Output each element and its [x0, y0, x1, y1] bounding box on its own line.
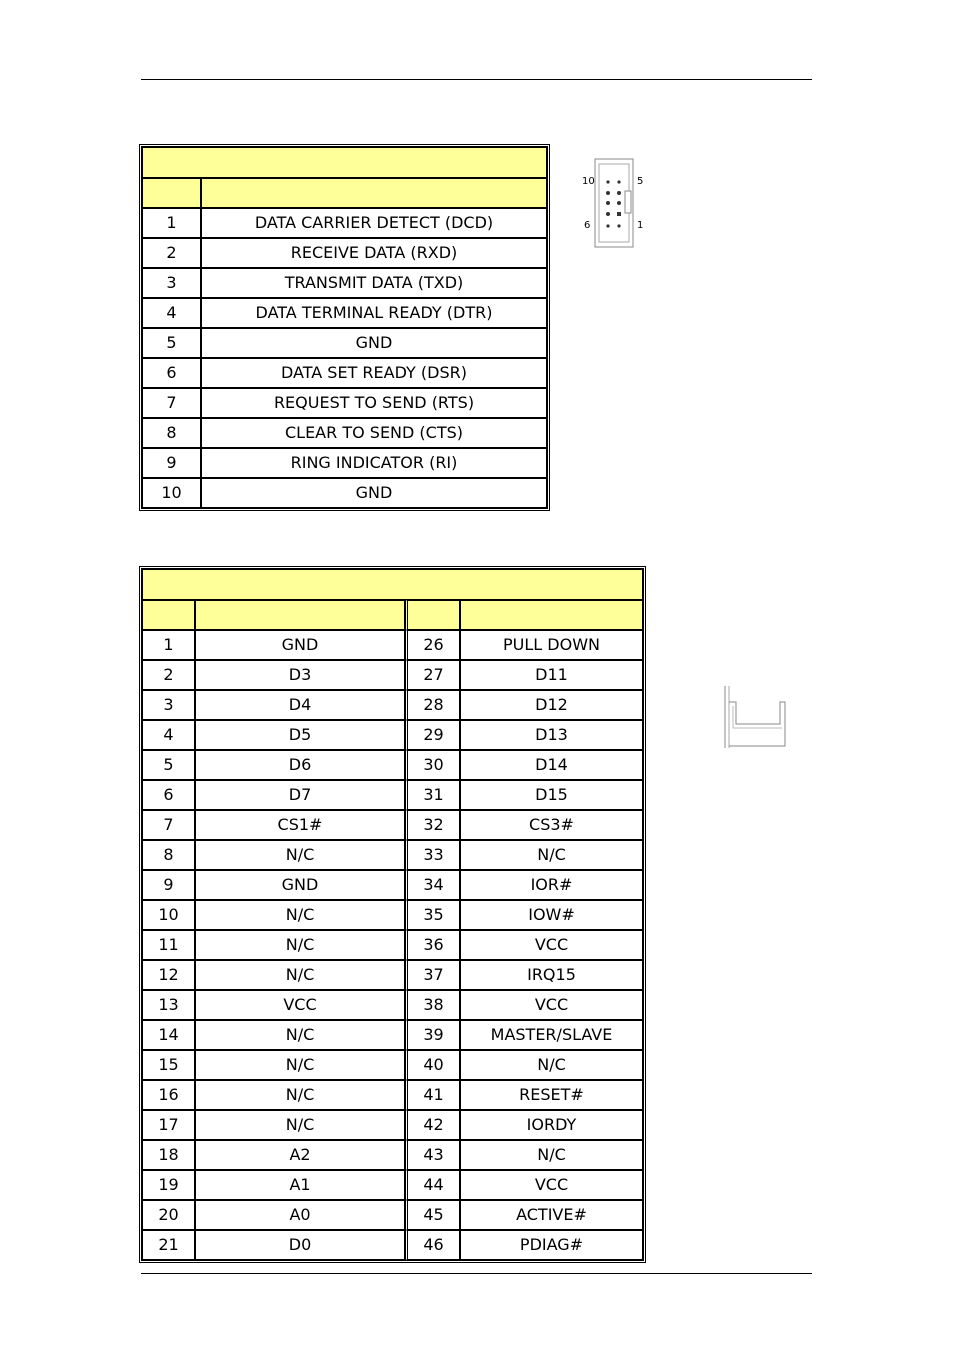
- signal-name-cell: N/C: [195, 1020, 405, 1050]
- signal-name-cell: RING INDICATOR (RI): [201, 448, 547, 478]
- signal-name-cell: D11: [460, 660, 643, 690]
- table-row: [142, 810, 643, 840]
- table-row: [142, 780, 643, 810]
- pin-number-cell: 6: [142, 358, 201, 388]
- pin-number-cell: 19: [142, 1170, 195, 1200]
- table-row: [142, 720, 643, 750]
- signal-name-cell: D5: [195, 720, 405, 750]
- signal-name-cell: DATA CARRIER DETECT (DCD): [201, 208, 547, 238]
- pin-number-cell: 4: [142, 720, 195, 750]
- signal-name-cell: N/C: [195, 1080, 405, 1110]
- pin-number-cell: 15: [142, 1050, 195, 1080]
- signal-name-cell: A2: [195, 1140, 405, 1170]
- signal-name-cell: D4: [195, 690, 405, 720]
- signal-name-cell: N/C: [460, 840, 643, 870]
- pin-number-cell: 6: [142, 780, 195, 810]
- pin-number-cell: 34: [405, 870, 460, 900]
- signal-name-cell: CS3#: [460, 810, 643, 840]
- pin-number-cell: 21: [142, 1230, 195, 1260]
- header-cell-signal: [201, 178, 547, 208]
- table-row: [142, 388, 547, 418]
- signal-name-cell: N/C: [195, 1110, 405, 1140]
- header-rule: [141, 79, 812, 80]
- table-header-row: [142, 600, 643, 630]
- table-row: [142, 840, 643, 870]
- signal-name-cell: CLEAR TO SEND (CTS): [201, 418, 547, 448]
- pin-number-cell: 10: [142, 478, 201, 508]
- table-row: [142, 1020, 643, 1050]
- signal-name-cell: GND: [201, 328, 547, 358]
- pin-number-cell: 42: [405, 1110, 460, 1140]
- signal-name-cell: GND: [195, 630, 405, 660]
- table-title-row: [142, 569, 643, 600]
- signal-name-cell: N/C: [195, 1050, 405, 1080]
- signal-name-cell: N/C: [460, 1140, 643, 1170]
- com-connector-diagram: [578, 156, 648, 252]
- table-row: [142, 208, 547, 238]
- pin-number-cell: 31: [405, 780, 460, 810]
- signal-name-cell: D14: [460, 750, 643, 780]
- table-row: [142, 1140, 643, 1170]
- table-row: [142, 630, 643, 660]
- pin-number-cell: 9: [142, 870, 195, 900]
- table-row: [142, 660, 643, 690]
- signal-name-cell: N/C: [460, 1050, 643, 1080]
- pin-number-cell: 7: [142, 810, 195, 840]
- footer-rule: [141, 1273, 812, 1274]
- pin-number-cell: 44: [405, 1170, 460, 1200]
- signal-name-cell: D0: [195, 1230, 405, 1260]
- table-row: [142, 1230, 643, 1260]
- table-row: [142, 1170, 643, 1200]
- table-row: [142, 268, 547, 298]
- signal-name-cell: D15: [460, 780, 643, 810]
- table-row: [142, 870, 643, 900]
- pin-number-cell: 46: [405, 1230, 460, 1260]
- signal-name-cell: CS1#: [195, 810, 405, 840]
- pin-number-cell: 4: [142, 298, 201, 328]
- table-row: [142, 930, 643, 960]
- table-row: [142, 358, 547, 388]
- pin-number-cell: 3: [142, 690, 195, 720]
- signal-name-cell: IOR#: [460, 870, 643, 900]
- signal-name-cell: IRQ15: [460, 960, 643, 990]
- table-header-row: [142, 178, 547, 208]
- pin-label-6: 6: [584, 220, 591, 231]
- signal-name-cell: GND: [195, 870, 405, 900]
- signal-name-cell: ACTIVE#: [460, 1200, 643, 1230]
- table-row: [142, 448, 547, 478]
- signal-name-cell: RESET#: [460, 1080, 643, 1110]
- pin-number-cell: 8: [142, 418, 201, 448]
- table-row: [142, 990, 643, 1020]
- signal-name-cell: IOW#: [460, 900, 643, 930]
- pin-number-cell: 27: [405, 660, 460, 690]
- pin-number-cell: 8: [142, 840, 195, 870]
- pin-number-cell: 14: [142, 1020, 195, 1050]
- pin-number-cell: 5: [142, 750, 195, 780]
- pin-number-cell: 18: [142, 1140, 195, 1170]
- signal-name-cell: RECEIVE DATA (RXD): [201, 238, 547, 268]
- header-cell-pin: [142, 178, 201, 208]
- signal-name-cell: VCC: [460, 990, 643, 1020]
- ide-connector-diagram: [722, 684, 790, 750]
- signal-name-cell: D3: [195, 660, 405, 690]
- signal-name-cell: VCC: [460, 1170, 643, 1200]
- signal-name-cell: N/C: [195, 900, 405, 930]
- pin-number-cell: 30: [405, 750, 460, 780]
- pin-number-cell: 17: [142, 1110, 195, 1140]
- pin-number-cell: 32: [405, 810, 460, 840]
- pin-number-cell: 35: [405, 900, 460, 930]
- pin-number-cell: 11: [142, 930, 195, 960]
- pin-label-10: 10: [582, 176, 595, 187]
- pin-label-5: 5: [637, 176, 644, 187]
- table-row: [142, 960, 643, 990]
- signal-name-cell: D13: [460, 720, 643, 750]
- table-row: [142, 1080, 643, 1110]
- table-row: [142, 1200, 643, 1230]
- table-row: [142, 1050, 643, 1080]
- signal-name-cell: N/C: [195, 930, 405, 960]
- pin-number-cell: 29: [405, 720, 460, 750]
- table-row: [142, 1110, 643, 1140]
- table-row: [142, 750, 643, 780]
- pin-number-cell: 3: [142, 268, 201, 298]
- signal-name-cell: MASTER/SLAVE: [460, 1020, 643, 1050]
- table-row: [142, 238, 547, 268]
- pin-number-cell: 37: [405, 960, 460, 990]
- table-row: [142, 478, 547, 508]
- pin-number-cell: 20: [142, 1200, 195, 1230]
- signal-name-cell: DATA TERMINAL READY (DTR): [201, 298, 547, 328]
- signal-name-cell: D12: [460, 690, 643, 720]
- signal-name-cell: PDIAG#: [460, 1230, 643, 1260]
- pin-number-cell: 1: [142, 630, 195, 660]
- header-cell-signal-b: [460, 600, 643, 630]
- pin-number-cell: 16: [142, 1080, 195, 1110]
- signal-name-cell: N/C: [195, 840, 405, 870]
- pin-number-cell: 41: [405, 1080, 460, 1110]
- table-title-row: [142, 147, 547, 178]
- pin-number-cell: 43: [405, 1140, 460, 1170]
- signal-name-cell: D7: [195, 780, 405, 810]
- pin-number-cell: 45: [405, 1200, 460, 1230]
- pin-number-cell: 10: [142, 900, 195, 930]
- header-connector-icon: [578, 156, 648, 252]
- pin-number-cell: 28: [405, 690, 460, 720]
- table-row: [142, 418, 547, 448]
- signal-name-cell: A0: [195, 1200, 405, 1230]
- pin-number-cell: 36: [405, 930, 460, 960]
- signal-name-cell: VCC: [460, 930, 643, 960]
- pin-number-cell: 38: [405, 990, 460, 1020]
- pin-number-cell: 39: [405, 1020, 460, 1050]
- table-row: [142, 900, 643, 930]
- header-cell-pin-b: [405, 600, 460, 630]
- pin-number-cell: 2: [142, 238, 201, 268]
- pin-number-cell: 2: [142, 660, 195, 690]
- ide-pinout-table: [139, 566, 646, 1263]
- pin-number-cell: 12: [142, 960, 195, 990]
- header-cell-pin-a: [142, 600, 195, 630]
- signal-name-cell: DATA SET READY (DSR): [201, 358, 547, 388]
- pin-number-cell: 1: [142, 208, 201, 238]
- signal-name-cell: D6: [195, 750, 405, 780]
- signal-name-cell: PULL DOWN: [460, 630, 643, 660]
- pin-number-cell: 33: [405, 840, 460, 870]
- pin-number-cell: 26: [405, 630, 460, 660]
- com-pinout-table: [139, 144, 550, 511]
- pin-number-cell: 5: [142, 328, 201, 358]
- signal-name-cell: A1: [195, 1170, 405, 1200]
- table-row: [142, 298, 547, 328]
- pin-number-cell: 9: [142, 448, 201, 478]
- signal-name-cell: N/C: [195, 960, 405, 990]
- signal-name-cell: IORDY: [460, 1110, 643, 1140]
- signal-name-cell: TRANSMIT DATA (TXD): [201, 268, 547, 298]
- signal-name-cell: VCC: [195, 990, 405, 1020]
- signal-name-cell: GND: [201, 478, 547, 508]
- table-row: [142, 328, 547, 358]
- ide-connector-outline-icon: [722, 684, 790, 750]
- header-cell-signal-a: [195, 600, 405, 630]
- signal-name-cell: REQUEST TO SEND (RTS): [201, 388, 547, 418]
- pin-number-cell: 7: [142, 388, 201, 418]
- table-row: [142, 690, 643, 720]
- pin-number-cell: 40: [405, 1050, 460, 1080]
- pin-label-1: 1: [637, 220, 644, 231]
- pin-number-cell: 13: [142, 990, 195, 1020]
